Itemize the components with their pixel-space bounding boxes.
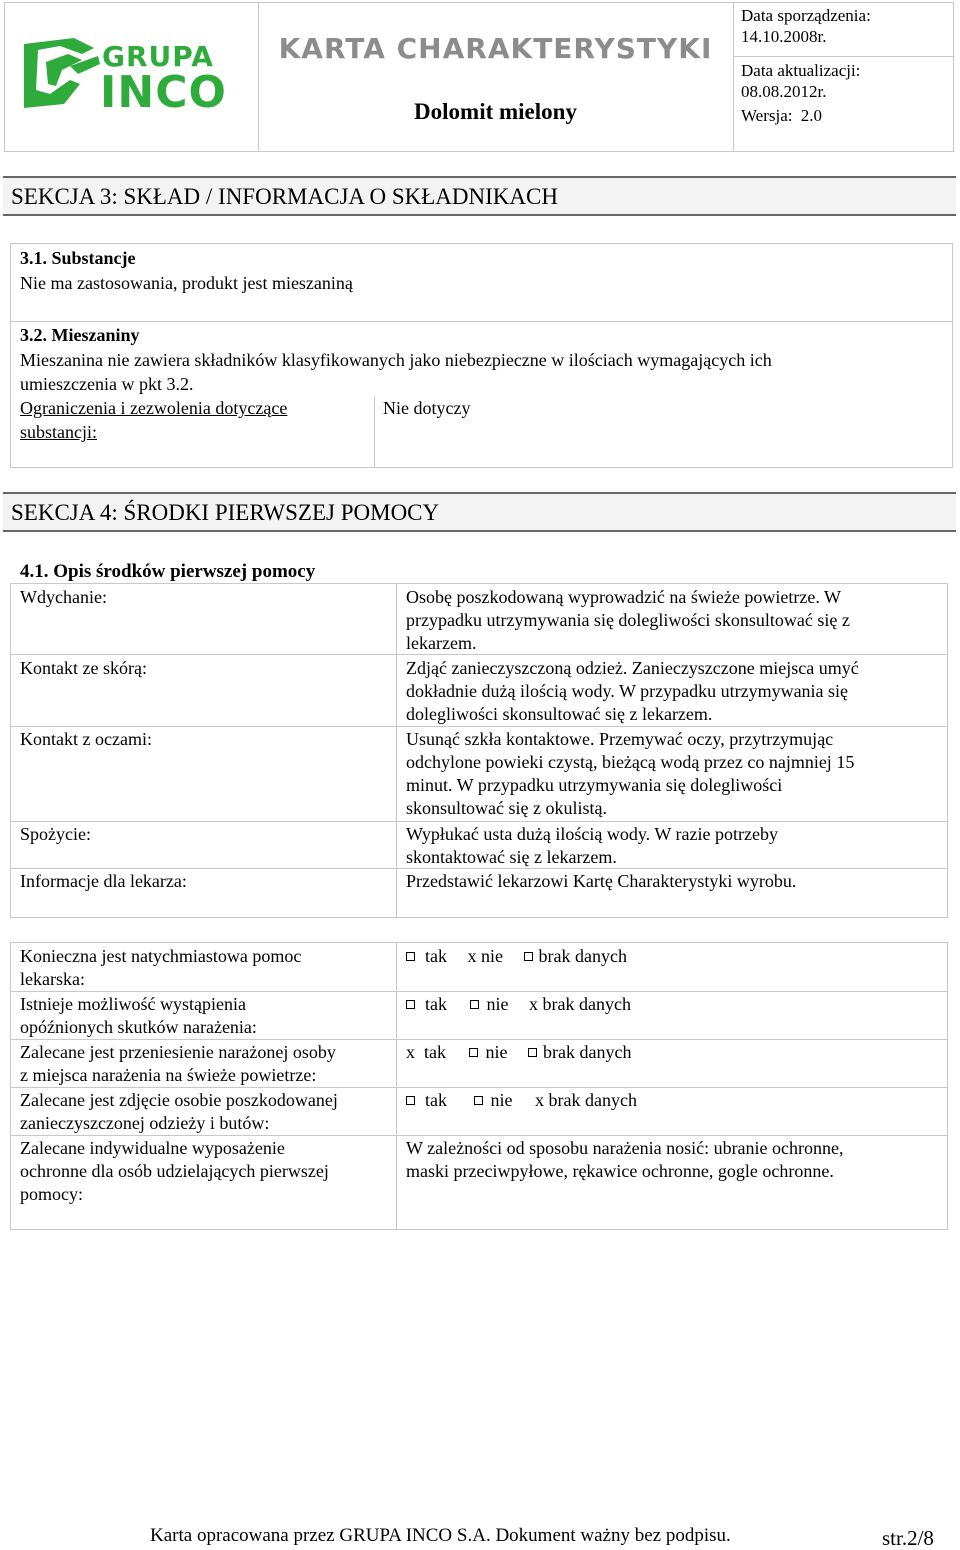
measure-text-line: Wypłukać usta dużą ilością wody. W razie potrzeby <box>406 824 778 844</box>
checkbox-nie[interactable] <box>470 1000 479 1009</box>
restrictions-label-line2: substancji: <box>20 422 97 442</box>
checkbox-tak[interactable] <box>406 1000 415 1009</box>
ppe-value-line: W zależności od sposobu narażenia nosić: ubranie ochronne, <box>406 1138 844 1158</box>
checkbox-tak[interactable] <box>406 952 415 961</box>
checkbox-brak[interactable] <box>528 1048 537 1057</box>
document-title: KARTA CHARAKTERYSTYKI <box>278 32 713 65</box>
ppe-label-line: Zalecane indywidualne wyposażenie <box>20 1138 285 1158</box>
question-options <box>406 1089 637 1112</box>
measure-text-line: skontaktować się z lekarzem. <box>406 847 617 867</box>
measure-text-line: Przedstawić lekarzowi Kartę Charakterystyki wyrobu. <box>406 871 797 891</box>
footer-note: Karta opracowana przez GRUPA INCO S.A. Dokument ważny bez podpisu. <box>150 1525 731 1546</box>
checkbox-nie[interactable] <box>469 1048 478 1057</box>
option-nie: nie <box>490 1090 513 1110</box>
measure-label: Spożycie: <box>20 824 91 844</box>
version-value: 2.0 <box>800 106 822 125</box>
section4-title: SEKCJA 4: ŚRODKI PIERWSZEJ POMOCY <box>3 492 956 532</box>
version-row <box>741 106 822 126</box>
logo-text-inco: INCO <box>100 67 227 118</box>
section3-2-text-line2: umieszczenia w pkt 3.2. <box>20 374 194 394</box>
section3-2-text-line1: Mieszanina nie zawiera składników klasyfikowanych jako niebezpieczne w ilościach wymagających ich <box>20 350 772 370</box>
created-label: Data sporządzenia: <box>741 6 871 25</box>
updated-value: 08.08.2012r. <box>741 82 827 101</box>
measure-text-line: przypadku utrzymywania się dolegliwości skonsultować się z <box>406 610 850 630</box>
measure-text-line: Usunąć szkła kontaktowe. Przemywać oczy, przytrzymując <box>406 729 834 749</box>
company-logo <box>20 36 245 116</box>
measure-text-line: lekarzem. <box>406 633 477 653</box>
section3-2-title: 3.2. Mieszaniny <box>20 325 140 345</box>
option-nie: x nie <box>467 946 503 966</box>
checkbox-tak[interactable] <box>406 1096 415 1105</box>
created-value: 14.10.2008r. <box>741 27 827 46</box>
measure-text-line: Osobę poszkodowaną wyprowadzić na świeże powietrze. W <box>406 587 842 607</box>
option-tak: tak <box>425 994 447 1014</box>
question-options <box>406 993 631 1016</box>
ppe-value-line: maski przeciwpyłowe, rękawice ochronne, gogle ochronne. <box>406 1161 834 1181</box>
option-nie: nie <box>486 994 509 1014</box>
option-tak: x tak <box>406 1042 446 1062</box>
question-label-line: Zalecane jest zdjęcie osobie poszkodowanej <box>20 1090 338 1110</box>
measure-label: Kontakt ze skórą: <box>20 658 147 678</box>
option-tak: tak <box>425 1090 447 1110</box>
option-brak: x brak danych <box>535 1090 637 1110</box>
question-label-line: zanieczyszczonej odzieży i butów: <box>20 1113 270 1133</box>
measure-text-line: minut. W przypadku utrzymywania się dolegliwości <box>406 775 783 795</box>
section3-1-title: 3.1. Substancje <box>20 248 136 268</box>
restrictions-label-line1: Ograniczenia i zezwolenia dotyczące <box>20 398 288 418</box>
section3-1-text: Nie ma zastosowania, produkt jest mieszaniną <box>20 273 353 293</box>
question-label-line: z miejsca narażenia na świeże powietrze: <box>20 1065 317 1085</box>
option-brak: brak danych <box>543 1042 632 1062</box>
checkbox-brak[interactable] <box>524 952 533 961</box>
ppe-label-line: ochronne dla osób udzielających pierwszej <box>20 1161 329 1181</box>
measure-text-line: odchylone powieki czystą, bieżącą wodą przez co najmniej 15 <box>406 752 855 772</box>
question-options <box>406 1041 631 1064</box>
version-label: Wersja: <box>741 106 793 125</box>
option-brak: x brak danych <box>529 994 631 1014</box>
question-options <box>406 945 627 968</box>
option-nie: nie <box>485 1042 508 1062</box>
measure-label: Informacje dla lekarza: <box>20 871 187 891</box>
measure-text-line: skonsultować się z okulistą. <box>406 798 607 818</box>
question-label-line: lekarska: <box>20 969 85 989</box>
option-tak: tak <box>425 946 447 966</box>
question-label-line: Konieczna jest natychmiastowa pomoc <box>20 946 302 966</box>
measure-text-line: Zdjąć zanieczyszczoną odzież. Zanieczyszczone miejsca umyć <box>406 658 859 678</box>
page-number: str.2/8 <box>882 1526 934 1550</box>
measure-text-line: dokładnie dużą ilością wody. W przypadku utrzymywania się <box>406 681 849 701</box>
ppe-label-line: pomocy: <box>20 1184 83 1204</box>
logo-text-grupa: GRUPA <box>102 40 214 73</box>
restrictions-value: Nie dotyczy <box>383 398 471 418</box>
option-brak: brak danych <box>538 946 627 966</box>
measure-label: Wdychanie: <box>20 587 107 607</box>
question-label-line: Istnieje możliwość wystąpienia <box>20 994 246 1014</box>
measure-text-line: dolegliwości skonsultować się z lekarzem. <box>406 704 713 724</box>
checkbox-nie[interactable] <box>474 1096 483 1105</box>
question-label-line: Zalecane jest przeniesienie narażonej osoby <box>20 1042 336 1062</box>
measure-label: Kontakt z oczami: <box>20 729 152 749</box>
product-name: Dolomit mielony <box>414 99 577 124</box>
updated-label: Data aktualizacji: <box>741 61 861 80</box>
section3-title: SEKCJA 3: SKŁAD / INFORMACJA O SKŁADNIKACH <box>3 176 956 216</box>
section4-1-title: 4.1. Opis środków pierwszej pomocy <box>20 561 316 582</box>
question-label-line: opóźnionych skutków narażenia: <box>20 1017 257 1037</box>
